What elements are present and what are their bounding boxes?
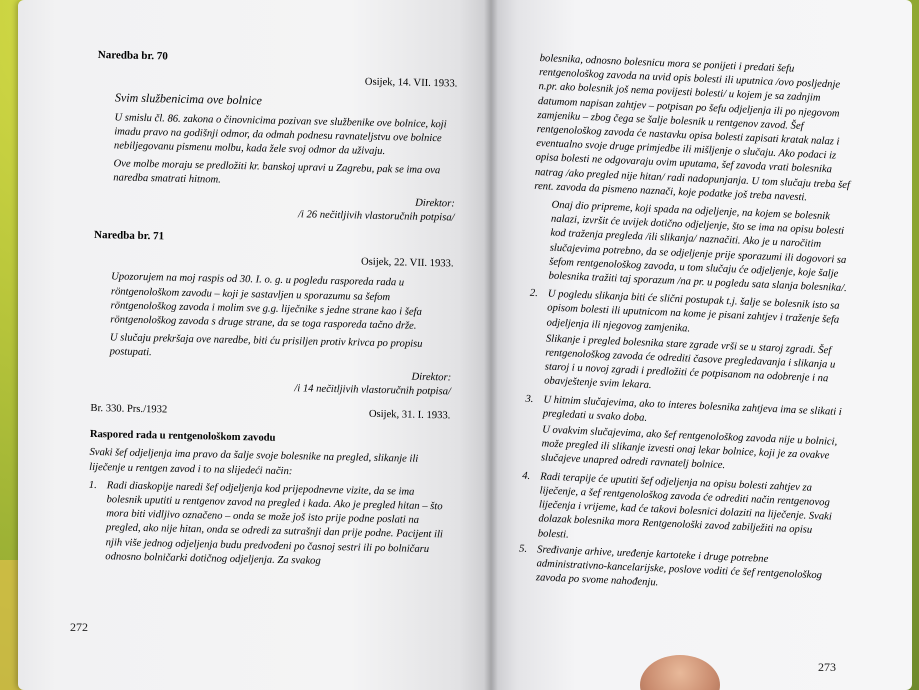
order-71-paragraph-2: U slučaju prekršaja ove naredbe, biti ću prisiljen protiv krivca po propisu postupati. bbox=[109, 332, 423, 359]
list-item bbox=[520, 469, 843, 553]
left-page-number: 272 bbox=[70, 620, 88, 634]
right-page-number: 273 bbox=[818, 660, 836, 674]
regulation-date: Osijek, 31. I. 1933. bbox=[368, 408, 451, 422]
list-item-text: Radi terapije će uputiti šef odjeljenja na opisu bolesti zahtjev za liječenje, a šef rentgenološkog zavoda će odrediti način rentgenovog liječenja i vrijeme, kad će takovi bolesnici dolaziti na liječenje. Svaki dolazak bolesnika mora Rentgenološki zavod zabilježiti na opisu bolesti. bbox=[537, 471, 833, 541]
regulation-header-row bbox=[90, 402, 450, 424]
list-item-number: 5. bbox=[518, 543, 528, 555]
list-item-text: Radi diaskopije naredi šef odjeljenja kod prijepodnevne vizite, da se ima bolesnik uputiti u rentgenov zavod na pregled i kada. Ako je pregled hitan – što mora biti vidljivo označeno – onda se može još isto prije podne poslati na pregled, ako nije hitan, onda se odredi za sutrašnji dan prije podne. Pacijent ili njih više jednog odjeljenja budu predvođeni po časnoj sestri ili po bolničaru odnosno bolničarki dotičnog odjeljenja. Za svakog bbox=[105, 480, 444, 567]
regulation-subheading: Raspored rada u rentgenološkom zavodu bbox=[89, 429, 276, 445]
order-71-paragraph-1: Upozorujem na moj raspis od 30. I. o. g. u pogledu rasporeda rada u röntgenološkom zavodu – koji je sastavljen u sporazumu sa šefom röntgenološkog zavoda i molim sve g.g. liječnike s jedne strane kao i šefa röntgenološkog zavoda s druge strane, da se toga rasporeda tačno drže. bbox=[110, 271, 422, 332]
order-71-date: Osijek, 22. VII. 1933. bbox=[360, 256, 454, 270]
preparation-paragraph: Onaj dio pripreme, koji spada na odjeljenje, na kojem se bolesnik nalazi, izvršit će uvijek dotično odjeljenje, što se ima na opisu bolesti kod traženja pregleda /ili slikanja/ naznačiti. Ako je u naročitim slučajevima potrebno, da se odjeljenje prije sporazumi ili dogovori sa šefom rentgenološkog zavoda, u tom slučaju će odjeljenje, koje šalje bolesnika tražiti taj sporazum /na pr. u pogledu sata slanja bolesnika/. bbox=[548, 199, 847, 295]
right-page-text bbox=[518, 52, 860, 600]
list-item-text: U hitnim slučajevima, ako to interes bolesnika zahtjeva ima se slikati i pregledati u svako doba. bbox=[542, 394, 842, 424]
continuation-paragraph: bolesnika, odnosno bolesnicu mora se ponijeti i predati šefu rentgenološkog zavoda na uvid opis bolesti ili uputnica /ovo posljednje n.pr. ako bolesnik još nema povijesti bolesti/ u kojem je sa zadnjim datumom napisan zahtjev – potpisan po šefu odjeljenja ili po njegovom zamjeniku – zbog čega se šalje bolesnik u rentgenov zavod. Šef rentgenološkog zavoda će nastavku opisa bolesti zapisati kratak nalaz i eventualno svoje druge primjedbe ili mišljenje o slučaju. Ako podaci iz opisa bolesti ne odgovaraju ovim uputama, šef zavoda vrati bolesnika natrag /ako pregled nije hitan/ radi nadopunjanja. U tom slučaju treba šef rent. zavoda da pismeno naznači, koje podatke još treba navesti. bbox=[534, 52, 851, 204]
list-item-number: 4. bbox=[522, 470, 531, 482]
list-item-continuation: U ovakvim slučajevima, ako šef rentgenološkog zavoda nije u bolnici, može pregled ili slikanje izvesti onaj lekar bolnice, koji je za ovakve slučajeve unapred odredi ravnatelj bolnice. bbox=[540, 424, 838, 472]
regulation-intro: Svaki šef odjeljenja ima pravo da šalje svoje bolesnike na pregled, slikanje ili liječenje u rentgen zavod i to na slijedeći način: bbox=[89, 447, 419, 477]
order-70-paragraph-2: Ove molbe moraju se predložiti kr. banskoj upravi u Zagrebu, pak se ima ova naredba smatrati hitnom. bbox=[113, 158, 441, 187]
order-71-signature-title: Direktor: bbox=[411, 371, 452, 384]
order-70-heading: Naredba br. 70 bbox=[97, 48, 168, 63]
order-71-heading: Naredba br. 71 bbox=[93, 228, 165, 243]
list-item-number: 2. bbox=[529, 288, 539, 300]
order-70-signature-note: /i 26 nečitljivih vlastoručnih potpisa/ bbox=[297, 209, 455, 224]
left-page-text bbox=[87, 48, 458, 574]
list-item-number: 3. bbox=[525, 393, 534, 405]
list-item bbox=[87, 479, 449, 572]
order-70-paragraph-1: U smislu čl. 86. zakona o činovnicima pozivan sve službenike ove bolnice, koji imadu pravo na godišnji odmor, da odmah podnesu ravnateljstvu ove bolnice nebiljegovanu pismenu molbu, kada žele svoj odmor da uživaju. bbox=[113, 111, 447, 158]
regulation-number: Br. 330. Prs./1932 bbox=[90, 402, 168, 416]
order-71-signature-note: /i 14 nečitljivih vlastoručnih potpisa/ bbox=[294, 383, 451, 398]
book-gutter bbox=[484, 0, 498, 690]
list-item-number: 1. bbox=[88, 479, 97, 491]
order-70-recipient: Svim službenicima ove bolnice bbox=[114, 90, 263, 108]
list-item-text: Sređivanje arhive, uređenje kartoteke i druge potrebne administrativno-kancelarijske, poslove voditi će šef rentgenološkog zavoda po svome nahođenju. bbox=[535, 544, 823, 589]
list-item-continuation: Slikanje i pregled bolesnika stare zgrade vrši se u staroj zgradi. Šef rentgenološkog zavoda će odrediti časove pregledavanja i slikanja u staroj i u novoj zgradi i predložiti će potpisanom na odobrenje i na obavještenje svim lekara. bbox=[543, 333, 836, 392]
order-70-date: Osijek, 14. VII. 1933. bbox=[364, 76, 458, 90]
list-item-text: U pogledu slikanja biti će slični postupak t.j. šalje se bolesnik isto sa opisom bolesti ili uputnicom na kome je pisani zahtjev i traženje šefa odjeljenja ili njegovog zamjenika. bbox=[546, 288, 840, 335]
order-70-signature-title: Direktor: bbox=[415, 197, 455, 210]
